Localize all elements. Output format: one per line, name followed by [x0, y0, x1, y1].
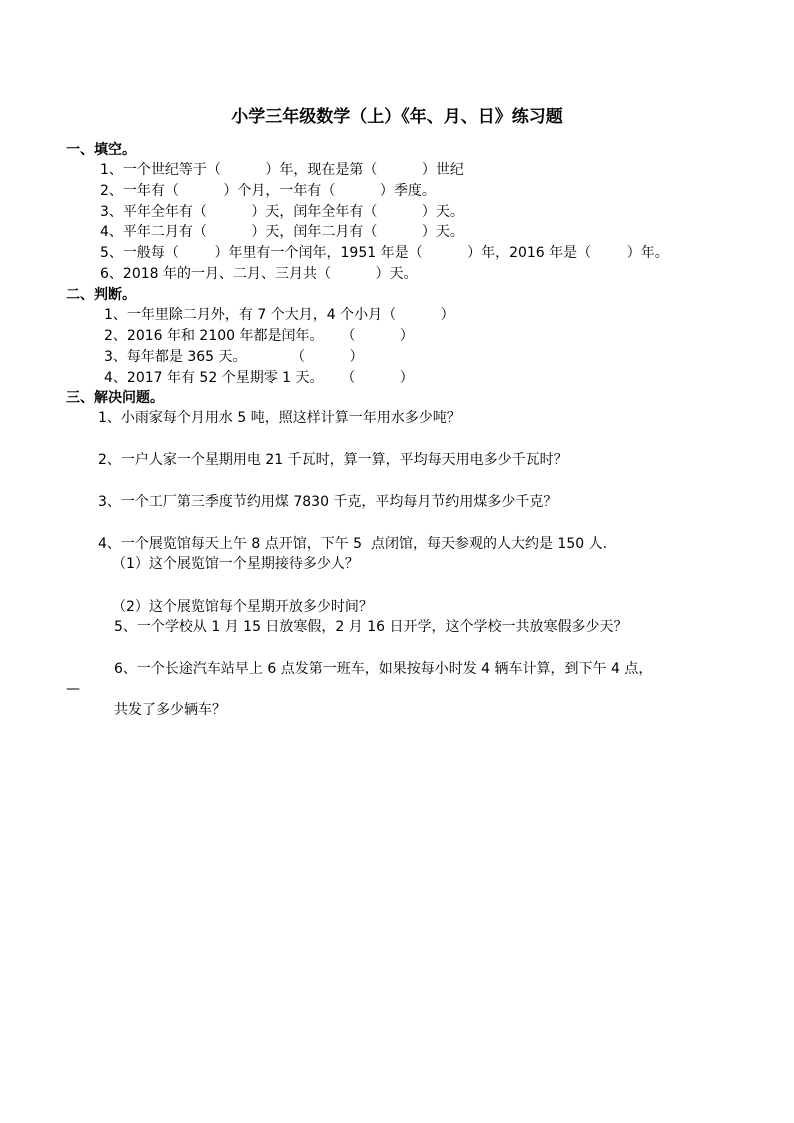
fill-item-4: 4、平年二月有（ ）天，闰年二月有（ ）天。: [100, 224, 464, 240]
solve-question-1: 1、小雨家每个月用水 5 吨，照这样计算一年用水多少吨？: [98, 410, 461, 426]
solve-question-6-line-2: 共发了多少辆车？: [114, 702, 226, 718]
judge-item-2: 2、2016 年和 2100 年都是闰年。 （ ）: [104, 328, 414, 344]
solve-question-3: 3、一个工厂第三季度节约用煤 7830 千克，平均每月节约用煤多少千克？: [98, 494, 558, 510]
fill-item-3: 3、平年全年有（ ）天，闰年全年有（ ）天。: [100, 204, 464, 220]
section-fill-heading: 一、填空。: [66, 142, 136, 158]
page-title: 小学三年级数学（上）《年、月、日》练习题: [231, 107, 563, 127]
fill-item-1: 1、一个世纪等于（ ）年，现在是第（ ）世纪: [100, 162, 464, 178]
judge-item-3: 3、每年都是 365 天。 （ ）: [104, 349, 364, 365]
solve-question-4-part-1: （1）这个展览馆一个星期接待多少人？: [112, 556, 359, 572]
solve-question-4-part-2: （2）这个展览馆每个星期开放多少时间？: [112, 599, 373, 615]
fill-item-2: 2、一年有（ ）个月，一年有（ ）季度。: [100, 183, 436, 199]
fill-item-6: 6、2018 年的一月、二月、三月共（ ）天。: [100, 266, 418, 282]
solve-question-2: 2、一户人家一个星期用电 21 千瓦时，算一算，平均每天用电多少千瓦时？: [98, 452, 568, 468]
stray-dash-mark: —: [66, 681, 80, 697]
solve-question-5: 5、一个学校从 1 月 15 日放寒假，2 月 16 日开学，这个学校一共放寒假多少天？: [114, 619, 628, 635]
solve-question-4: 4、一个展览馆每天上午 8 点开馆，下午 5 点闭馆，每天参观的人大约是 150 人.: [98, 536, 608, 552]
solve-question-6-line-1: 6、一个长途汽车站早上 6 点发第一班车，如果按每小时发 4 辆车计算，到下午 4 点，: [114, 661, 653, 677]
judge-item-1: 1、一年里除二月外，有 7 个大月，4 个小月（ ）: [104, 307, 455, 323]
judge-item-4: 4、2017 年有 52 个星期零 1 天。 （ ）: [104, 370, 414, 386]
fill-item-5: 5、一般每（ ）年里有一个闰年，1951 年是（ ）年，2016 年是（ ）年。: [100, 245, 669, 261]
section-judge-heading: 二、判断。: [66, 287, 136, 303]
section-solve-heading: 三、解决问题。: [66, 390, 164, 406]
